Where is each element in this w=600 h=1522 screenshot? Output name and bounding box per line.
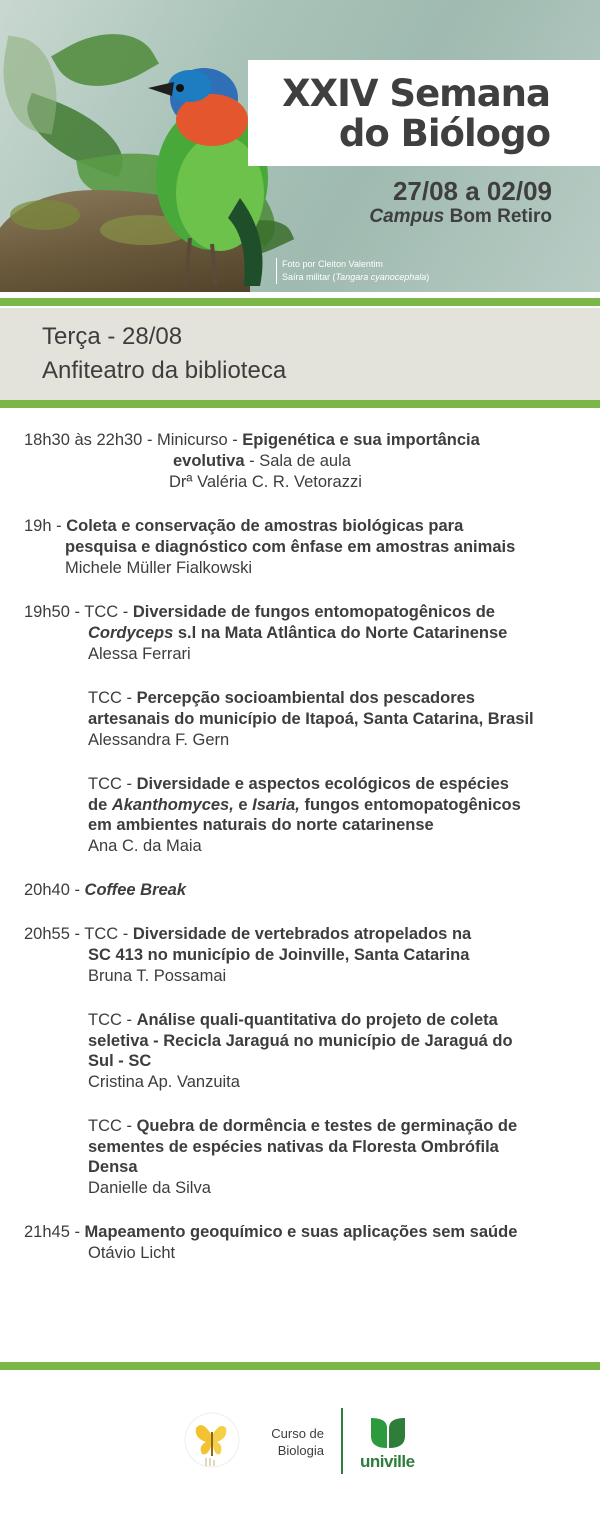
schedule-item-line: [88, 1031, 513, 1051]
event-campus: [369, 206, 552, 228]
item-title: Epigenética e sua importância: [242, 431, 480, 449]
univille-wordmark: univille: [360, 1452, 415, 1471]
item-time: 21h45 -: [24, 1223, 85, 1241]
schedule-item-line: [88, 1137, 499, 1157]
photo-credit-author: Foto por Cleiton Valentim: [282, 259, 383, 269]
schedule-item: [24, 1222, 517, 1242]
moss: [10, 200, 80, 230]
item-title: Coffee Break: [84, 881, 187, 899]
item-speaker: Drª Valéria C. R. Vetorazzi: [169, 473, 362, 491]
footer-divider: [341, 1408, 343, 1474]
item-title: Coleta e conservação de amostras biológicas para: [66, 517, 464, 535]
course-name-line2: Biologia: [277, 1443, 324, 1458]
schedule-item: [24, 516, 463, 536]
campus-name: Bom Retiro: [444, 206, 552, 227]
schedule-item-line: [88, 795, 521, 815]
item-title-species: Akanthomyces,: [111, 796, 234, 814]
item-location: - Sala de aula: [244, 452, 351, 470]
item-speaker: Alessandra F. Gern: [88, 731, 230, 749]
schedule-item: [88, 1010, 498, 1030]
item-time: 18h30 às 22h30 - Minicurso -: [24, 431, 243, 449]
item-type: TCC -: [88, 689, 137, 707]
item-time: 20h40 -: [24, 881, 85, 899]
item-title: artesanais do município de Itapoá, Santa Catarina, Brasil: [88, 710, 534, 728]
item-title: fungos entomopatogênicos: [299, 796, 521, 814]
item-time: 19h50 - TCC -: [24, 603, 133, 621]
item-title: Diversidade e aspectos ecológicos de espécies: [136, 775, 509, 793]
item-title: sementes de espécies nativas da Floresta Ombrófila: [88, 1138, 499, 1156]
caption-suffix: ): [426, 272, 430, 282]
schedule-item: [24, 430, 480, 450]
item-title: pesquisa e diagnóstico com ênfase em amostras animais: [65, 538, 516, 556]
day-place: Anfiteatro da biblioteca: [42, 357, 287, 384]
item-title: s.l na Mata Atlântica do Norte Catarinense: [173, 624, 508, 642]
item-title: Análise quali-quantitativa do projeto de coleta: [136, 1011, 498, 1029]
item-title: e: [233, 796, 253, 814]
schedule-item: [88, 688, 475, 708]
item-title: Quebra de dormência e testes de germinação de: [136, 1117, 518, 1135]
schedule-item-line: [88, 1157, 138, 1177]
item-type: TCC -: [88, 1011, 137, 1029]
item-speaker: Bruna T. Possamai: [88, 967, 227, 985]
item-title: em ambientes naturais do norte catarinense: [88, 816, 434, 834]
schedule-item-line: [88, 1051, 151, 1071]
event-title-line2: do Biólogo: [338, 112, 550, 155]
day-title: Terça - 28/08: [42, 323, 183, 350]
item-speaker: Cristina Ap. Vanzuita: [88, 1073, 240, 1091]
schedule-item-line: [88, 815, 434, 835]
schedule-item: [24, 924, 471, 944]
schedule-item-line: [173, 451, 351, 471]
item-speaker: Danielle da Silva: [88, 1179, 211, 1197]
schedule-item: [24, 880, 186, 900]
campus-italic: Campus: [369, 206, 445, 227]
accent-bar-bottom: [0, 400, 600, 408]
schedule-item: [88, 774, 509, 794]
item-type: TCC -: [88, 1117, 137, 1135]
item-title: Mapeamento geoquímico e suas aplicações sem saúde: [84, 1223, 518, 1241]
caption-species: Tangara cyanocephala: [335, 272, 427, 282]
univille-logo-icon: [369, 1416, 407, 1450]
item-title: de: [88, 796, 112, 814]
item-title: seletiva - Recicla Jaraguá no município de Jaraguá do: [88, 1032, 513, 1050]
schedule-item-line: [65, 537, 515, 557]
schedule-item-line: [88, 709, 534, 729]
item-time: 20h55 - TCC -: [24, 925, 133, 943]
item-time: 19h -: [24, 517, 67, 535]
item-title: Sul - SC: [88, 1052, 152, 1070]
biology-course-logo: [184, 1412, 240, 1468]
accent-bar-top: [0, 298, 600, 306]
item-title-species: Isaria,: [252, 796, 300, 814]
item-title: Diversidade de vertebrados atropelados na: [132, 925, 472, 943]
item-title: evolutiva: [173, 452, 245, 470]
item-speaker: Alessa Ferrari: [88, 645, 191, 663]
photo-credit: [276, 258, 429, 284]
item-title: Percepção socioambiental dos pescadores: [136, 689, 475, 707]
schedule-item: [24, 602, 495, 622]
course-name: [262, 1425, 324, 1459]
caption-prefix: Saíra militar (: [282, 272, 336, 282]
course-name-line1: Curso de: [271, 1426, 324, 1441]
item-title: Densa: [88, 1158, 138, 1176]
photo-caption: [282, 271, 429, 284]
item-type: TCC -: [88, 775, 137, 793]
event-dates: 27/08 a 02/09: [392, 176, 552, 206]
event-title: [282, 74, 550, 154]
butterfly-icon: [184, 1412, 240, 1468]
item-title-species: Cordyceps: [88, 624, 174, 642]
event-title-line1: XXIV Semana: [282, 72, 550, 115]
item-title: SC 413 no município de Joinville, Santa Catarina: [88, 946, 470, 964]
schedule-item: [88, 1116, 517, 1136]
schedule-item-line: [88, 945, 469, 965]
schedule-item-line: [88, 623, 507, 643]
accent-bar-footer: [0, 1362, 600, 1370]
header-banner: [0, 0, 600, 292]
item-speaker: Michele Müller Fialkowski: [65, 559, 253, 577]
item-speaker: Otávio Licht: [88, 1244, 176, 1262]
item-speaker: Ana C. da Maia: [88, 837, 202, 855]
item-title: Diversidade de fungos entomopatogênicos de: [132, 603, 495, 621]
